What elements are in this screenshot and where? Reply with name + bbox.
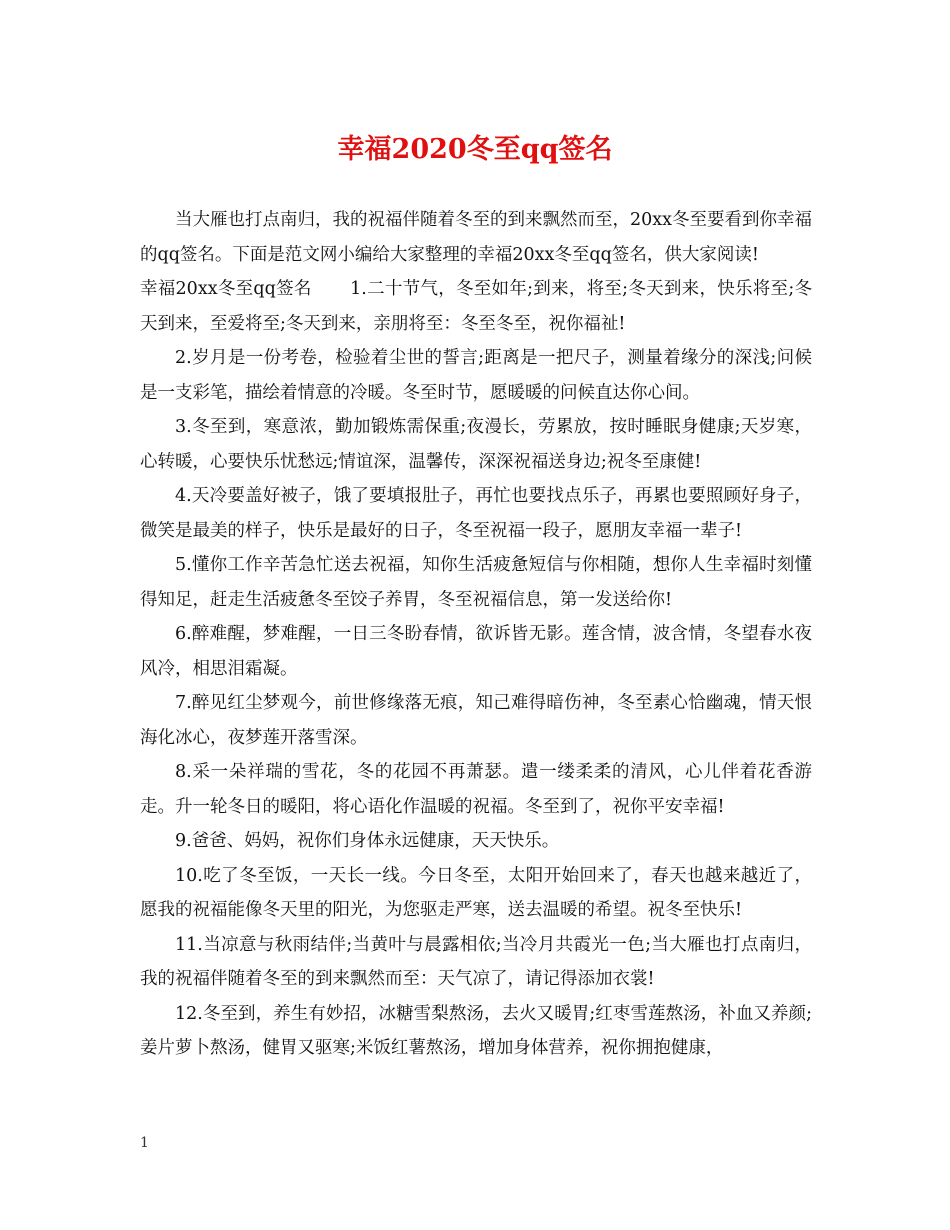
list-item: 7.醉见红尘梦观今，前世修缘落无痕，知己难得暗伤神，冬至素心恰幽魂，情天恨海化冰心，夜梦莲开落雪深。 bbox=[140, 693, 812, 748]
list-item: 1.二十节气，冬至如年;到来，将至;冬天到来，快乐将至;冬天到来，至爱将至;冬天到来，亲朋将至：冬至冬至，祝你福祉! bbox=[140, 279, 812, 334]
section-heading: 幸福20xx冬至qq签名 bbox=[140, 279, 312, 299]
intro-paragraph: 当大雁也打点南归，我的祝福伴随着冬至的到来飘然而至，20xx冬至要看到你幸福的qq签名。下面是范文网小编给大家整理的幸福20xx冬至qq签名，供大家阅读! bbox=[140, 210, 813, 265]
list-item: 9.爸爸、妈妈，祝你们身体永远健康，天天快乐。 bbox=[175, 831, 560, 851]
list-item: 8.采一朵祥瑞的雪花，冬的花园不再萧瑟。遣一缕柔柔的清风，心儿伴着花香游走。升一轮冬日的暖阳，将心语化作温暖的祝福。冬至到了，祝你平安幸福! bbox=[140, 762, 812, 817]
list-item: 12.冬至到，养生有妙招，冰糖雪梨熬汤，去火又暖胃;红枣雪莲熬汤，补血又养颜;姜片萝卜熬汤，健胃又驱寒;米饭红薯熬汤，增加身体营养，祝你拥抱健康， bbox=[140, 1003, 812, 1058]
list-item: 10.吃了冬至饭，一天长一线。今日冬至，太阳开始回来了，春天也越来越近了，愿我的祝福能像冬天里的阳光，为您驱走严寒，送去温暖的希望。祝冬至快乐! bbox=[140, 865, 812, 920]
list-item: 3.冬至到，寒意浓，勤加锻炼需保重;夜漫长，劳累放，按时睡眠身健康;天岁寒，心转暖，心要快乐忧愁远;情谊深，温馨传，深深祝福送身边;祝冬至康健! bbox=[140, 417, 812, 472]
list-item: 11.当凉意与秋雨结伴;当黄叶与晨露相依;当冷月共霞光一色;当大雁也打点南归，我的祝福伴随着冬至的到来飘然而至：天气凉了，请记得添加衣裳! bbox=[140, 934, 812, 989]
list-item: 5.懂你工作辛苦急忙送去祝福，知你生活疲惫短信与你相随，想你人生幸福时刻懂得知足，赶走生活疲惫冬至饺子养胃，冬至祝福信息，第一发送给你! bbox=[140, 555, 812, 610]
list-item: 6.醉难醒，梦难醒，一日三冬盼春情，欲诉皆无影。莲含情，波含情，冬望春水夜风冷，相思泪霜凝。 bbox=[140, 624, 812, 679]
page-number: 1 bbox=[140, 1135, 149, 1151]
first-item-paragraph bbox=[140, 272, 812, 341]
document-body bbox=[140, 203, 812, 1066]
page-title: 幸福2020冬至qq签名 bbox=[337, 134, 613, 165]
list-item: 2.岁月是一份考卷，检验着尘世的誓言;距离是一把尺子，测量着缘分的深浅;问候是一支彩笔，描绘着情意的冷暖。冬至时节，愿暖暖的问候直达你心间。 bbox=[140, 348, 812, 403]
list-item: 4.天冷要盖好被子，饿了要填报肚子，再忙也要找点乐子，再累也要照顾好身子，微笑是最美的样子，快乐是最好的日子，冬至祝福一段子，愿朋友幸福一辈子! bbox=[140, 486, 812, 541]
